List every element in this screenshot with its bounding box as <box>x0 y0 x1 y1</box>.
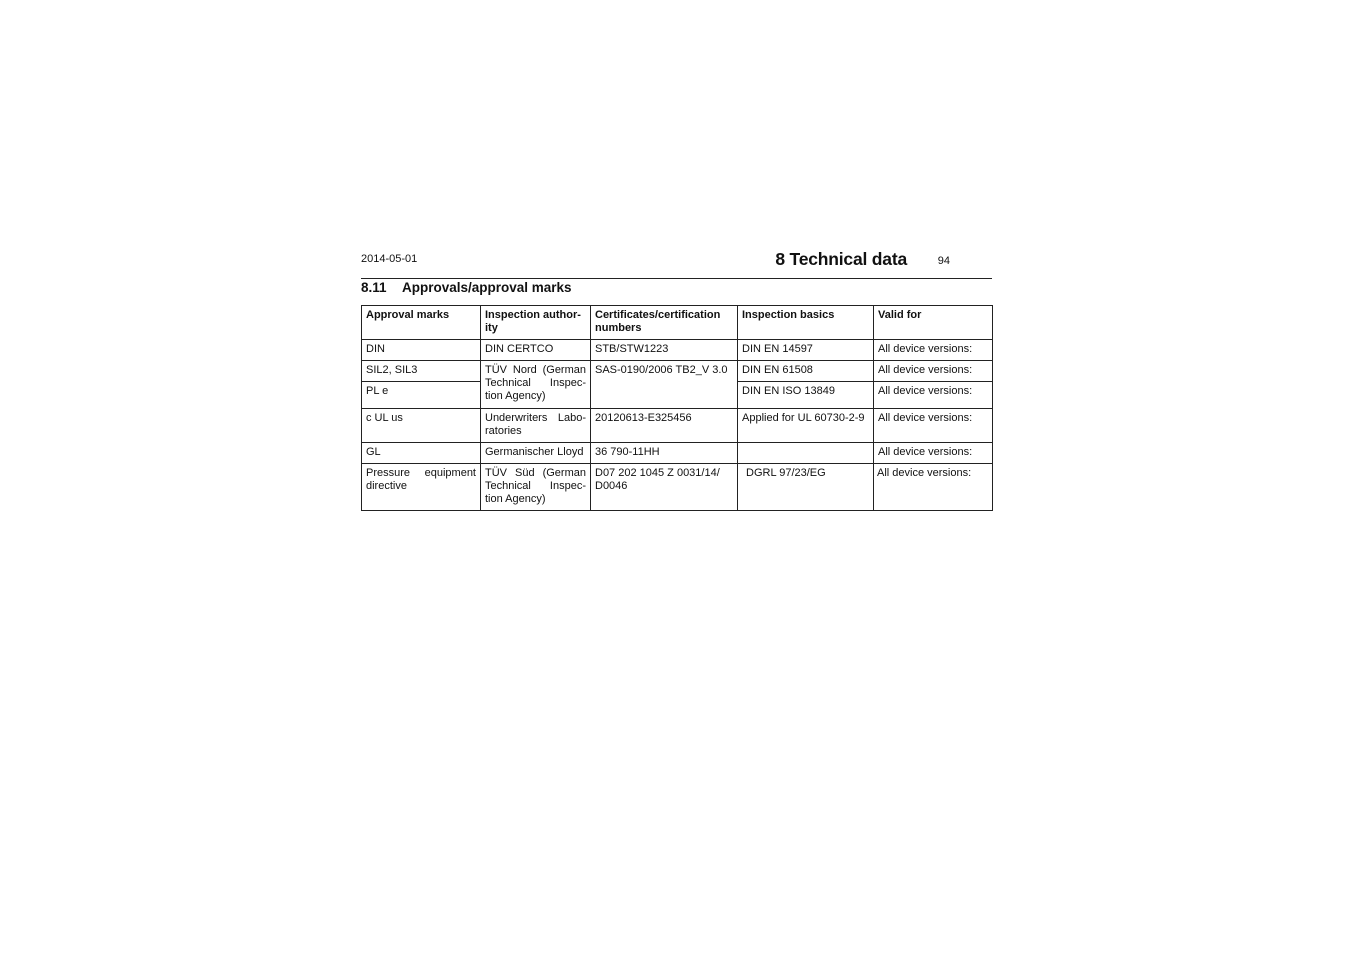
section-number: 8.11 <box>361 280 387 295</box>
page-number: 94 <box>937 255 950 267</box>
cell-valid-for: All device versions: <box>874 340 993 361</box>
cell-certificate: 20120613-E325456 <box>591 409 738 443</box>
cell-valid-for: All device versions: <box>874 464 993 511</box>
cell-inspection-authority: Germanischer Lloyd <box>481 443 591 464</box>
cell-inspection-authority: Underwriters Labo-ratories <box>481 409 591 443</box>
cell-approval-mark: GL <box>362 443 481 464</box>
table-row <box>362 340 993 361</box>
cell-valid-for: All device versions: <box>874 382 993 409</box>
column-header-valid-for: Valid for <box>874 306 993 340</box>
table-row <box>362 443 993 464</box>
cell-inspection-basics: DIN EN ISO 13849 <box>738 382 874 409</box>
cell-valid-for: All device versions: <box>874 409 993 443</box>
cell-approval-mark: c UL us <box>362 409 481 443</box>
chapter-title: 8 Technical data <box>775 249 907 269</box>
column-header-inspection-authority: Inspection author-ity <box>481 306 591 340</box>
cell-certificate: STB/STW1223 <box>591 340 738 361</box>
cell-valid-for: All device versions: <box>874 443 993 464</box>
table-row <box>362 361 993 382</box>
cell-approval-mark: DIN <box>362 340 481 361</box>
column-header-approval-marks: Approval marks <box>362 306 481 340</box>
cell-inspection-authority: TÜV Nord (German Technical Inspec-tion Agency) <box>481 361 591 409</box>
cell-inspection-basics: DGRL 97/23/EG <box>738 464 874 511</box>
cell-approval-mark: Pressure equipment directive <box>362 464 481 511</box>
table-header-row <box>362 306 993 340</box>
cell-inspection-authority: DIN CERTCO <box>481 340 591 361</box>
page-header <box>361 246 992 279</box>
cell-certificate: 36 790-11HH <box>591 443 738 464</box>
cell-certificate: D07 202 1045 Z 0031/14/ D0046 <box>591 464 738 511</box>
cell-inspection-basics: DIN EN 61508 <box>738 361 874 382</box>
section-title: Approvals/approval marks <box>402 280 572 295</box>
cell-valid-for: All device versions: <box>874 361 993 382</box>
document-date: 2014-05-01 <box>361 253 418 265</box>
cell-certificate: SAS-0190/2006 TB2_V 3.0 <box>591 361 738 409</box>
cell-inspection-basics: DIN EN 14597 <box>738 340 874 361</box>
approvals-table <box>361 305 993 511</box>
cell-inspection-basics: Applied for UL 60730-2-9 <box>738 409 874 443</box>
column-header-certificates: Certificates/certification numbers <box>591 306 738 340</box>
section-heading <box>361 280 572 295</box>
table-row <box>362 464 993 511</box>
column-header-inspection-basics: Inspection basics <box>738 306 874 340</box>
cell-approval-mark: PL e <box>362 382 481 409</box>
cell-approval-mark: SIL2, SIL3 <box>362 361 481 382</box>
table-row <box>362 409 993 443</box>
cell-inspection-authority: TÜV Süd (German Technical Inspec-tion Agency) <box>481 464 591 511</box>
cell-inspection-basics <box>738 443 874 464</box>
